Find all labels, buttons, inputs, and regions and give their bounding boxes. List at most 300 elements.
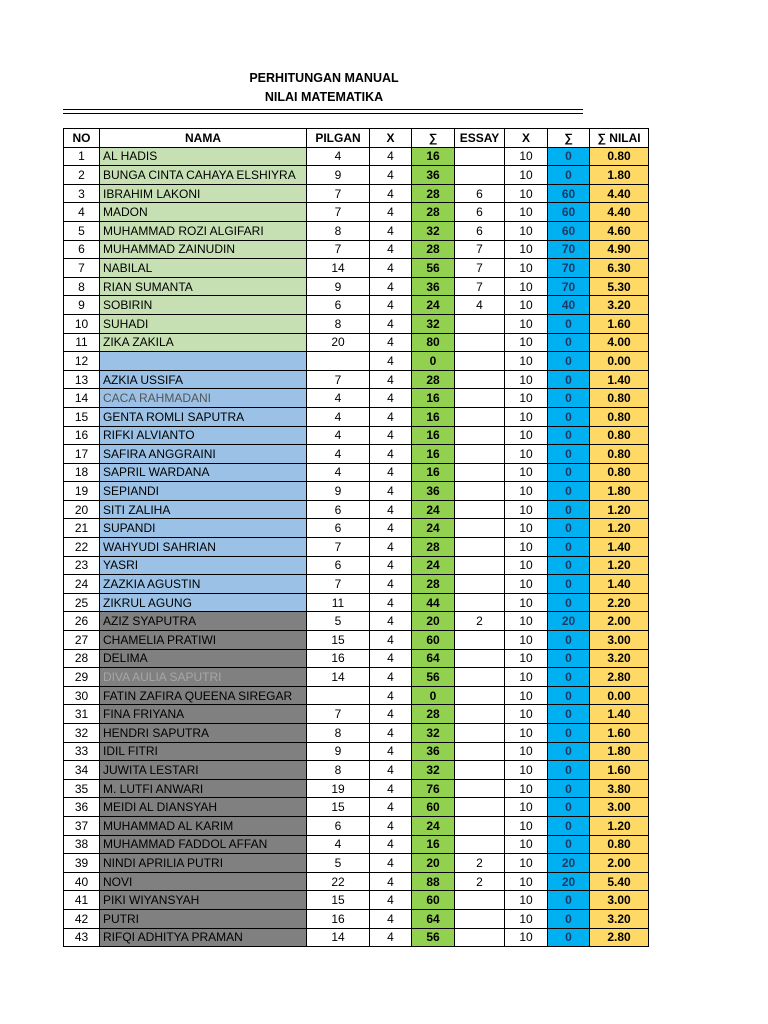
cell-no: 32 xyxy=(64,724,100,743)
cell-sum-pilgan: 32 xyxy=(412,724,455,743)
cell-pilgan: 9 xyxy=(307,742,370,761)
cell-x-pilgan: 4 xyxy=(370,538,412,557)
table-row xyxy=(64,761,649,780)
cell-essay xyxy=(455,742,505,761)
cell-pilgan: 4 xyxy=(307,389,370,408)
table-row xyxy=(64,203,649,222)
cell-pilgan: 4 xyxy=(307,835,370,854)
cell-essay xyxy=(455,166,505,185)
cell-sum-pilgan: 36 xyxy=(412,277,455,296)
cell-x-pilgan: 4 xyxy=(370,147,412,166)
cell-sum-essay: 40 xyxy=(548,296,590,315)
cell-pilgan: 14 xyxy=(307,668,370,687)
cell-sum-pilgan: 24 xyxy=(412,816,455,835)
cell-essay xyxy=(455,779,505,798)
cell-sum-essay: 0 xyxy=(548,705,590,724)
cell-sum-essay: 0 xyxy=(548,463,590,482)
title-line-2: NILAI MATEMATIKA xyxy=(264,90,384,104)
cell-essay xyxy=(455,668,505,687)
cell-x-pilgan: 4 xyxy=(370,221,412,240)
cell-no: 41 xyxy=(64,891,100,910)
cell-sum-nilai: 1.20 xyxy=(590,816,649,835)
cell-essay xyxy=(455,724,505,743)
cell-essay xyxy=(455,686,505,705)
cell-sum-pilgan: 0 xyxy=(412,686,455,705)
cell-no: 9 xyxy=(64,296,100,315)
cell-sum-essay: 0 xyxy=(548,352,590,371)
cell-essay xyxy=(455,389,505,408)
cell-sum-pilgan: 36 xyxy=(412,742,455,761)
cell-sum-nilai: 0.80 xyxy=(590,426,649,445)
cell-x-pilgan: 4 xyxy=(370,891,412,910)
cell-x-essay: 10 xyxy=(505,816,548,835)
cell-no: 27 xyxy=(64,631,100,650)
cell-sum-nilai: 3.00 xyxy=(590,798,649,817)
cell-sum-pilgan: 64 xyxy=(412,909,455,928)
cell-pilgan: 20 xyxy=(307,333,370,352)
cell-pilgan: 9 xyxy=(307,277,370,296)
cell-sum-nilai: 1.40 xyxy=(590,370,649,389)
cell-nama: JUWITA LESTARI xyxy=(100,761,307,780)
cell-x-pilgan: 4 xyxy=(370,296,412,315)
cell-sum-nilai: 1.80 xyxy=(590,166,649,185)
cell-no: 29 xyxy=(64,668,100,687)
cell-x-essay: 10 xyxy=(505,631,548,650)
cell-pilgan: 19 xyxy=(307,779,370,798)
cell-nama xyxy=(100,352,307,371)
cell-nama: NINDI APRILIA PUTRI xyxy=(100,854,307,873)
cell-no: 34 xyxy=(64,761,100,780)
cell-x-essay: 10 xyxy=(505,742,548,761)
cell-x-pilgan: 4 xyxy=(370,426,412,445)
cell-sum-pilgan: 28 xyxy=(412,575,455,594)
cell-sum-essay: 70 xyxy=(548,277,590,296)
cell-pilgan: 9 xyxy=(307,166,370,185)
cell-nama: FATIN ZAFIRA QUEENA SIREGAR xyxy=(100,686,307,705)
cell-essay xyxy=(455,500,505,519)
cell-sum-pilgan: 24 xyxy=(412,556,455,575)
cell-no: 43 xyxy=(64,928,100,947)
cell-x-pilgan: 4 xyxy=(370,668,412,687)
cell-pilgan: 11 xyxy=(307,593,370,612)
cell-x-pilgan: 4 xyxy=(370,798,412,817)
cell-nama: ZIKRUL AGUNG xyxy=(100,593,307,612)
cell-sum-nilai: 0.00 xyxy=(590,686,649,705)
cell-essay xyxy=(455,816,505,835)
cell-nama: DIVA AULIA SAPUTRI xyxy=(100,668,307,687)
cell-nama: SEPIANDI xyxy=(100,482,307,501)
table-row xyxy=(64,482,649,501)
cell-x-pilgan: 4 xyxy=(370,370,412,389)
cell-sum-pilgan: 16 xyxy=(412,147,455,166)
cell-x-pilgan: 4 xyxy=(370,593,412,612)
table-row xyxy=(64,240,649,259)
cell-nama: AZIZ SYAPUTRA xyxy=(100,612,307,631)
cell-sum-pilgan: 76 xyxy=(412,779,455,798)
cell-x-pilgan: 4 xyxy=(370,407,412,426)
cell-no: 11 xyxy=(64,333,100,352)
cell-x-essay: 10 xyxy=(505,649,548,668)
table-row xyxy=(64,854,649,873)
cell-pilgan: 22 xyxy=(307,872,370,891)
cell-sum-pilgan: 16 xyxy=(412,426,455,445)
cell-sum-essay: 0 xyxy=(548,482,590,501)
table-row xyxy=(64,891,649,910)
table-row xyxy=(64,742,649,761)
cell-sum-nilai: 0.80 xyxy=(590,389,649,408)
cell-x-essay: 10 xyxy=(505,612,548,631)
cell-nama: HENDRI SAPUTRA xyxy=(100,724,307,743)
cell-sum-nilai: 2.20 xyxy=(590,593,649,612)
table-row xyxy=(64,314,649,333)
cell-x-pilgan: 4 xyxy=(370,724,412,743)
cell-sum-essay: 0 xyxy=(548,724,590,743)
table-row xyxy=(64,184,649,203)
cell-no: 2 xyxy=(64,166,100,185)
cell-no: 26 xyxy=(64,612,100,631)
cell-essay xyxy=(455,909,505,928)
cell-sum-nilai: 4.00 xyxy=(590,333,649,352)
cell-x-pilgan: 4 xyxy=(370,631,412,650)
cell-x-pilgan: 4 xyxy=(370,556,412,575)
cell-sum-nilai: 2.00 xyxy=(590,854,649,873)
cell-no: 30 xyxy=(64,686,100,705)
cell-x-essay: 10 xyxy=(505,909,548,928)
cell-sum-nilai: 1.80 xyxy=(590,742,649,761)
cell-sum-essay: 60 xyxy=(548,203,590,222)
cell-no: 23 xyxy=(64,556,100,575)
cell-x-essay: 10 xyxy=(505,147,548,166)
cell-x-essay: 10 xyxy=(505,928,548,947)
table-row xyxy=(64,705,649,724)
header-sum-pilgan: ∑ xyxy=(412,129,455,148)
cell-pilgan: 7 xyxy=(307,203,370,222)
cell-sum-pilgan: 64 xyxy=(412,649,455,668)
cell-x-pilgan: 4 xyxy=(370,835,412,854)
cell-no: 37 xyxy=(64,816,100,835)
cell-x-pilgan: 4 xyxy=(370,575,412,594)
cell-sum-pilgan: 88 xyxy=(412,872,455,891)
cell-essay xyxy=(455,426,505,445)
cell-no: 5 xyxy=(64,221,100,240)
header-sum-essay: ∑ xyxy=(548,129,590,148)
cell-sum-essay: 0 xyxy=(548,593,590,612)
cell-sum-pilgan: 16 xyxy=(412,445,455,464)
cell-sum-essay: 0 xyxy=(548,370,590,389)
cell-pilgan: 9 xyxy=(307,482,370,501)
cell-essay xyxy=(455,928,505,947)
table-row xyxy=(64,445,649,464)
table-row xyxy=(64,389,649,408)
table-row xyxy=(64,277,649,296)
cell-nama: M. LUTFI ANWARI xyxy=(100,779,307,798)
cell-no: 39 xyxy=(64,854,100,873)
cell-sum-nilai: 1.40 xyxy=(590,575,649,594)
cell-essay xyxy=(455,761,505,780)
cell-sum-nilai: 2.80 xyxy=(590,928,649,947)
cell-pilgan: 4 xyxy=(307,147,370,166)
cell-no: 10 xyxy=(64,314,100,333)
cell-no: 3 xyxy=(64,184,100,203)
cell-x-pilgan: 4 xyxy=(370,779,412,798)
cell-essay xyxy=(455,593,505,612)
table-row xyxy=(64,686,649,705)
header-x-pilgan: X xyxy=(370,129,412,148)
cell-sum-nilai: 5.30 xyxy=(590,277,649,296)
table-row xyxy=(64,816,649,835)
cell-sum-nilai: 4.90 xyxy=(590,240,649,259)
cell-x-essay: 10 xyxy=(505,240,548,259)
cell-sum-essay: 0 xyxy=(548,426,590,445)
table-row xyxy=(64,296,649,315)
cell-x-essay: 10 xyxy=(505,184,548,203)
cell-essay: 2 xyxy=(455,612,505,631)
cell-sum-pilgan: 36 xyxy=(412,166,455,185)
cell-nama: RIFQI ADHITYA PRAMAN xyxy=(100,928,307,947)
cell-nama: RIFKI ALVIANTO xyxy=(100,426,307,445)
cell-sum-pilgan: 24 xyxy=(412,500,455,519)
header-x-essay: X xyxy=(505,129,548,148)
table-row xyxy=(64,370,649,389)
cell-essay xyxy=(455,370,505,389)
cell-sum-essay: 0 xyxy=(548,816,590,835)
cell-sum-essay: 70 xyxy=(548,259,590,278)
cell-nama: MUHAMMAD ROZI ALGIFARI xyxy=(100,221,307,240)
cell-sum-pilgan: 0 xyxy=(412,352,455,371)
cell-nama: CACA RAHMADANI xyxy=(100,389,307,408)
cell-pilgan: 5 xyxy=(307,854,370,873)
cell-sum-pilgan: 28 xyxy=(412,184,455,203)
cell-sum-nilai: 3.20 xyxy=(590,909,649,928)
cell-x-essay: 10 xyxy=(505,333,548,352)
cell-x-essay: 10 xyxy=(505,500,548,519)
cell-x-essay: 10 xyxy=(505,426,548,445)
cell-sum-essay: 0 xyxy=(548,445,590,464)
cell-sum-pilgan: 80 xyxy=(412,333,455,352)
cell-x-pilgan: 4 xyxy=(370,854,412,873)
table-row xyxy=(64,612,649,631)
cell-x-essay: 10 xyxy=(505,779,548,798)
cell-no: 16 xyxy=(64,426,100,445)
cell-sum-pilgan: 16 xyxy=(412,463,455,482)
cell-sum-nilai: 3.00 xyxy=(590,631,649,650)
cell-pilgan: 7 xyxy=(307,575,370,594)
cell-pilgan: 8 xyxy=(307,761,370,780)
cell-sum-essay: 20 xyxy=(548,612,590,631)
cell-x-essay: 10 xyxy=(505,463,548,482)
cell-pilgan: 7 xyxy=(307,240,370,259)
cell-pilgan: 7 xyxy=(307,184,370,203)
cell-sum-essay: 70 xyxy=(548,240,590,259)
cell-no: 31 xyxy=(64,705,100,724)
cell-essay xyxy=(455,463,505,482)
cell-x-pilgan: 4 xyxy=(370,872,412,891)
cell-x-pilgan: 4 xyxy=(370,203,412,222)
cell-x-essay: 10 xyxy=(505,593,548,612)
cell-no: 13 xyxy=(64,370,100,389)
cell-no: 8 xyxy=(64,277,100,296)
cell-pilgan: 15 xyxy=(307,631,370,650)
cell-sum-nilai: 1.40 xyxy=(590,705,649,724)
cell-x-essay: 10 xyxy=(505,891,548,910)
cell-sum-pilgan: 60 xyxy=(412,631,455,650)
cell-sum-essay: 20 xyxy=(548,854,590,873)
cell-sum-nilai: 1.40 xyxy=(590,538,649,557)
table-row xyxy=(64,519,649,538)
cell-nama: BUNGA CINTA CAHAYA ELSHIYRA xyxy=(100,166,307,185)
cell-x-pilgan: 4 xyxy=(370,761,412,780)
cell-nama: GENTA ROMLI SAPUTRA xyxy=(100,407,307,426)
cell-sum-pilgan: 28 xyxy=(412,203,455,222)
title-rule-bottom xyxy=(63,113,583,114)
cell-x-pilgan: 4 xyxy=(370,463,412,482)
cell-pilgan: 5 xyxy=(307,612,370,631)
cell-nama: FINA FRIYANA xyxy=(100,705,307,724)
table-row xyxy=(64,221,649,240)
cell-essay xyxy=(455,482,505,501)
cell-sum-nilai: 6.30 xyxy=(590,259,649,278)
cell-x-pilgan: 4 xyxy=(370,314,412,333)
cell-pilgan: 4 xyxy=(307,426,370,445)
cell-pilgan: 4 xyxy=(307,445,370,464)
cell-no: 20 xyxy=(64,500,100,519)
cell-pilgan xyxy=(307,352,370,371)
table-row xyxy=(64,928,649,947)
cell-no: 19 xyxy=(64,482,100,501)
cell-sum-pilgan: 28 xyxy=(412,370,455,389)
cell-x-pilgan: 4 xyxy=(370,259,412,278)
cell-sum-essay: 0 xyxy=(548,686,590,705)
table-row xyxy=(64,798,649,817)
cell-sum-nilai: 1.20 xyxy=(590,519,649,538)
table-row xyxy=(64,835,649,854)
cell-essay: 7 xyxy=(455,277,505,296)
cell-sum-essay: 60 xyxy=(548,184,590,203)
cell-no: 35 xyxy=(64,779,100,798)
cell-sum-pilgan: 56 xyxy=(412,928,455,947)
cell-x-essay: 10 xyxy=(505,668,548,687)
cell-nama: WAHYUDI SAHRIAN xyxy=(100,538,307,557)
cell-sum-pilgan: 60 xyxy=(412,891,455,910)
table-row xyxy=(64,593,649,612)
title-line-1: PERHITUNGAN MANUAL xyxy=(249,71,399,85)
table-row xyxy=(64,556,649,575)
cell-nama: IDIL FITRI xyxy=(100,742,307,761)
cell-pilgan: 15 xyxy=(307,798,370,817)
cell-sum-essay: 0 xyxy=(548,649,590,668)
cell-essay xyxy=(455,891,505,910)
cell-sum-nilai: 3.20 xyxy=(590,649,649,668)
cell-sum-pilgan: 20 xyxy=(412,612,455,631)
cell-nama: YASRI xyxy=(100,556,307,575)
cell-sum-pilgan: 44 xyxy=(412,593,455,612)
cell-x-pilgan: 4 xyxy=(370,612,412,631)
cell-x-pilgan: 4 xyxy=(370,909,412,928)
cell-nama: AZKIA USSIFA xyxy=(100,370,307,389)
header-nama: NAMA xyxy=(100,129,307,148)
cell-pilgan: 6 xyxy=(307,519,370,538)
cell-sum-nilai: 1.20 xyxy=(590,500,649,519)
cell-no: 1 xyxy=(64,147,100,166)
cell-no: 15 xyxy=(64,407,100,426)
cell-pilgan: 14 xyxy=(307,928,370,947)
cell-sum-pilgan: 56 xyxy=(412,668,455,687)
cell-x-essay: 10 xyxy=(505,445,548,464)
cell-x-essay: 10 xyxy=(505,854,548,873)
cell-essay xyxy=(455,705,505,724)
table-row xyxy=(64,668,649,687)
cell-pilgan: 6 xyxy=(307,816,370,835)
cell-sum-nilai: 2.00 xyxy=(590,612,649,631)
cell-x-pilgan: 4 xyxy=(370,389,412,408)
table-row xyxy=(64,259,649,278)
table-row xyxy=(64,166,649,185)
cell-sum-nilai: 1.20 xyxy=(590,556,649,575)
cell-sum-essay: 0 xyxy=(548,668,590,687)
cell-no: 14 xyxy=(64,389,100,408)
table-row xyxy=(64,333,649,352)
cell-nama: MUHAMMAD FADDOL AFFAN xyxy=(100,835,307,854)
cell-sum-nilai: 3.00 xyxy=(590,891,649,910)
header-no: NO xyxy=(64,129,100,148)
cell-x-essay: 10 xyxy=(505,296,548,315)
cell-x-essay: 10 xyxy=(505,314,548,333)
cell-no: 33 xyxy=(64,742,100,761)
cell-sum-essay: 0 xyxy=(548,909,590,928)
cell-nama: CHAMELIA PRATIWI xyxy=(100,631,307,650)
cell-pilgan: 6 xyxy=(307,556,370,575)
cell-sum-pilgan: 24 xyxy=(412,296,455,315)
cell-x-essay: 10 xyxy=(505,221,548,240)
cell-essay xyxy=(455,538,505,557)
cell-sum-essay: 0 xyxy=(548,575,590,594)
cell-x-essay: 10 xyxy=(505,798,548,817)
table-row xyxy=(64,463,649,482)
cell-x-pilgan: 4 xyxy=(370,445,412,464)
cell-pilgan: 6 xyxy=(307,500,370,519)
cell-sum-nilai: 4.40 xyxy=(590,203,649,222)
cell-no: 38 xyxy=(64,835,100,854)
cell-pilgan: 6 xyxy=(307,296,370,315)
cell-x-essay: 10 xyxy=(505,724,548,743)
table-row xyxy=(64,407,649,426)
cell-sum-nilai: 1.60 xyxy=(590,724,649,743)
cell-sum-essay: 0 xyxy=(548,500,590,519)
cell-x-essay: 10 xyxy=(505,370,548,389)
cell-essay: 6 xyxy=(455,203,505,222)
table-row xyxy=(64,872,649,891)
cell-x-pilgan: 4 xyxy=(370,500,412,519)
cell-nama: SOBIRIN xyxy=(100,296,307,315)
cell-sum-pilgan: 28 xyxy=(412,705,455,724)
cell-sum-pilgan: 24 xyxy=(412,519,455,538)
cell-sum-nilai: 4.60 xyxy=(590,221,649,240)
cell-x-pilgan: 4 xyxy=(370,184,412,203)
cell-sum-nilai: 5.40 xyxy=(590,872,649,891)
cell-no: 17 xyxy=(64,445,100,464)
cell-essay xyxy=(455,445,505,464)
cell-sum-essay: 0 xyxy=(548,538,590,557)
cell-x-pilgan: 4 xyxy=(370,742,412,761)
cell-x-essay: 10 xyxy=(505,556,548,575)
cell-sum-pilgan: 16 xyxy=(412,835,455,854)
cell-sum-pilgan: 20 xyxy=(412,854,455,873)
cell-essay: 2 xyxy=(455,854,505,873)
cell-nama: NABILAL xyxy=(100,259,307,278)
cell-sum-nilai: 1.80 xyxy=(590,482,649,501)
cell-nama: SAPRIL WARDANA xyxy=(100,463,307,482)
cell-pilgan: 4 xyxy=(307,463,370,482)
